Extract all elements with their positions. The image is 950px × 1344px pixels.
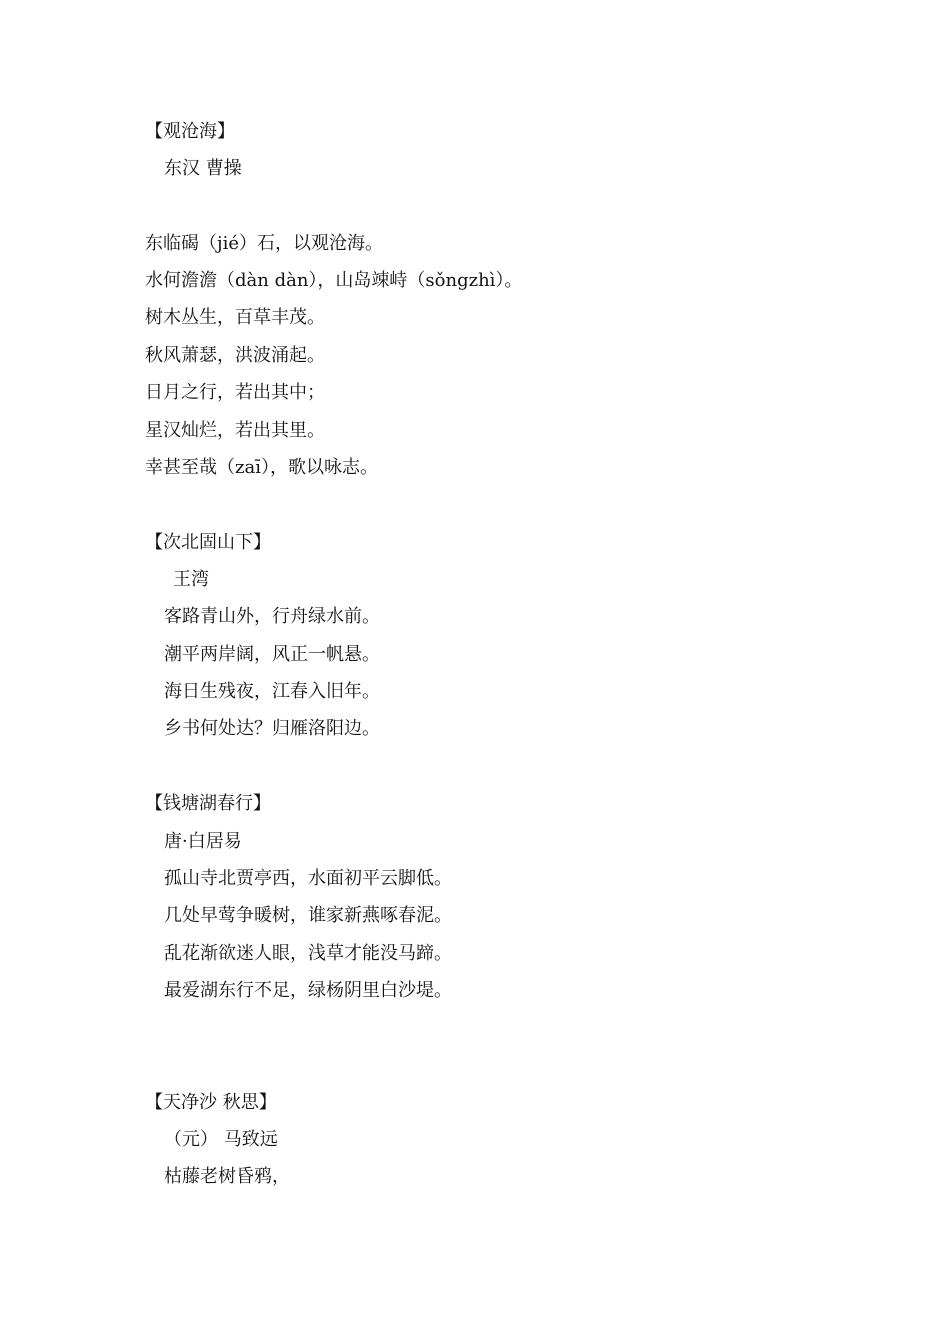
poem-line: 枯藤老树昏鸦， <box>164 1166 290 1187</box>
poem-line: 最爱湖东行不足，绿杨阴里白沙堤。 <box>164 980 452 1001</box>
poem-line: 海日生残夜，江春入旧年。 <box>164 681 380 702</box>
poem-line: 东临碣（jié）石，以观沧海。 <box>145 233 383 254</box>
poem-line: 秋风萧瑟，洪波涌起。 <box>145 345 325 366</box>
poem-line: 乡书何处达？归雁洛阳边。 <box>164 718 380 739</box>
poem-author: 东汉 曹操 <box>164 158 242 179</box>
poem-line: 潮平两岸阔，风正一帆悬。 <box>164 644 380 665</box>
poem-line: 日月之行，若出其中； <box>145 382 325 403</box>
poem-line: 乱花渐欲迷人眼，浅草才能没马蹄。 <box>164 943 452 964</box>
poem-author: 唐·白居易 <box>164 831 242 852</box>
poem-title: 【观沧海】 <box>145 121 235 142</box>
poem-line: 孤山寺北贾亭西，水面初平云脚低。 <box>164 868 452 889</box>
poem-line: 星汉灿烂，若出其里。 <box>145 420 325 441</box>
poem-title: 【天净沙 秋思】 <box>145 1092 277 1113</box>
poem-line: 客路青山外，行舟绿水前。 <box>164 606 380 627</box>
poem-title: 【钱塘湖春行】 <box>145 793 271 814</box>
poem-title: 【次北固山下】 <box>145 532 271 553</box>
poem-author: 王湾 <box>173 569 209 590</box>
poem-line: 几处早莺争暖树，谁家新燕啄春泥。 <box>164 905 452 926</box>
poem-line: 幸甚至哉（zaī），歌以咏志。 <box>145 457 378 478</box>
poem-line: 树木丛生，百草丰茂。 <box>145 307 325 328</box>
poem-line: 水何澹澹（dàn dàn），山岛竦峙（sǒngzhì）。 <box>145 270 523 291</box>
poem-author: （元） 马致远 <box>164 1129 278 1150</box>
